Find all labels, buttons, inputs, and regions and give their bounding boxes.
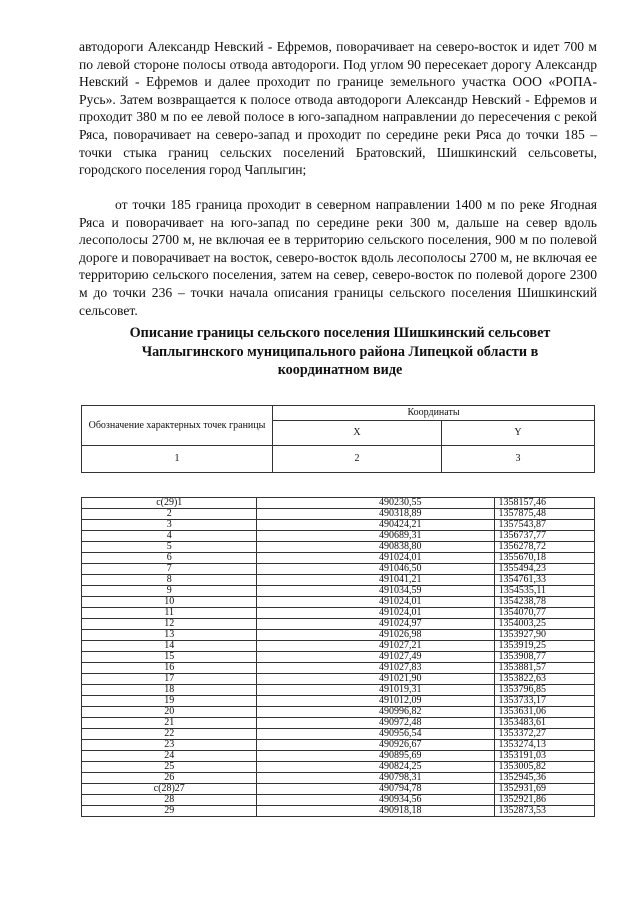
- point-id-cell: 25: [82, 762, 257, 773]
- point-id-cell: 19: [82, 696, 257, 707]
- y-coordinate-cell: 1353274,13: [494, 740, 595, 751]
- table-row: [82, 608, 595, 619]
- x-coordinate-cell: 491027,21: [257, 641, 494, 652]
- x-coordinate-cell: 491034,59: [257, 586, 494, 597]
- body-paragraph-1: автодороги Александр Невский - Ефремов, поворачивает на северо-восток и идет 700 м по левой стороне полосы отвода автодороги. Под углом 90 пересекает дорогу Александр Невский - Ефремов и далее проходит по границе земельного участка ООО «РОПА-Русь». Затем возвращается к полосе отвода автодороги Александр Невский - Ефремов и проходит 380 м по ее левой полосе в юго-западном направлении до пересечения с рекой Ряса, поворачивает на северо-запад и проходит по середине реки Ряса до точки 185 – точки стыка границ сельских поселений Братовский, Шишкинский сельсоветы, городского поселения город Чаплыгин;: [79, 39, 597, 178]
- y-coordinate-cell: 1352945,36: [494, 773, 595, 784]
- point-id-cell: 12: [82, 619, 257, 630]
- x-coordinate-cell: 490996,82: [257, 707, 494, 718]
- point-id-cell: 3: [82, 520, 257, 531]
- point-id-cell: 5: [82, 542, 257, 553]
- heading-line-3: координатном виде: [277, 362, 403, 378]
- x-coordinate-cell: 490926,67: [257, 740, 494, 751]
- x-coordinate-cell: 491012,09: [257, 696, 494, 707]
- x-coordinate-cell: 491046,50: [257, 564, 494, 575]
- body-paragraph-2: от точки 185 граница проходит в северном направлении 1400 м по реке Ягодная Ряса и поворачивает на юго-запад по середине реки 300 м, дальше на север вдоль лесополосы 2700 м, не включая ее в территорию сельского поселения, 900 м по полевой дороге и поворачивает на восток, северо-восток вдоль лесополосы 2700 м, не включая ее территорию сельского поселения, затем на север, северо-восток по полевой дороге 2300 м до точки 236 – точки начала описания границы сельского поселения Шишкинский сельсовет.: [79, 197, 597, 318]
- y-coordinate-cell: 1353483,61: [494, 718, 595, 729]
- table-row: [82, 553, 595, 564]
- point-id-cell: 22: [82, 729, 257, 740]
- x-coordinate-cell: 491021,90: [257, 674, 494, 685]
- point-id-cell: 20: [82, 707, 257, 718]
- x-coordinate-cell: 491024,01: [257, 597, 494, 608]
- table-row: [82, 751, 595, 762]
- y-coordinate-cell: 1353881,57: [494, 663, 595, 674]
- y-coordinate-cell: 1353919,25: [494, 641, 595, 652]
- y-coordinate-cell: 1358157,46: [494, 498, 595, 509]
- x-coordinate-cell: 491024,01: [257, 553, 494, 564]
- point-id-cell: 26: [82, 773, 257, 784]
- coordinates-header-table: [81, 405, 595, 473]
- x-coordinate-cell: 491041,21: [257, 575, 494, 586]
- y-coordinate-cell: 1357543,87: [494, 520, 595, 531]
- y-coordinate-cell: 1356278,72: [494, 542, 595, 553]
- point-id-cell: 11: [82, 608, 257, 619]
- heading-line-2: Чаплыгинского муниципального района Липецкой области в: [141, 343, 539, 360]
- point-id-cell: 23: [82, 740, 257, 751]
- table-row: [82, 663, 595, 674]
- point-id-cell: 14: [82, 641, 257, 652]
- table-row: [82, 773, 595, 784]
- x-coordinate-cell: 491024,01: [257, 608, 494, 619]
- y-coordinate-cell: 1353822,63: [494, 674, 595, 685]
- y-coordinate-cell: 1353191,03: [494, 751, 595, 762]
- table-row: [82, 520, 595, 531]
- x-coordinate-cell: 490838,80: [257, 542, 494, 553]
- y-coordinate-cell: 1354535,11: [494, 586, 595, 597]
- header-coordinates: Координаты: [273, 406, 595, 421]
- point-id-cell: 28: [82, 795, 257, 806]
- point-id-cell: 6: [82, 553, 257, 564]
- x-coordinate-cell: 490824,25: [257, 762, 494, 773]
- y-coordinate-cell: 1353796,85: [494, 685, 595, 696]
- y-coordinate-cell: 1352931,69: [494, 784, 595, 795]
- table-row: [82, 575, 595, 586]
- point-id-cell: с(28)27: [82, 784, 257, 795]
- table-row: [82, 784, 595, 795]
- y-coordinate-cell: 1357875,48: [494, 509, 595, 520]
- x-coordinate-cell: 490318,89: [257, 509, 494, 520]
- table-row: [82, 729, 595, 740]
- point-id-cell: 7: [82, 564, 257, 575]
- table-row: [82, 564, 595, 575]
- x-coordinate-cell: 490798,31: [257, 773, 494, 784]
- header-col-number-2: 2: [273, 446, 442, 473]
- table-row: [82, 531, 595, 542]
- point-id-cell: 29: [82, 806, 257, 817]
- point-id-cell: с(29)1: [82, 498, 257, 509]
- section-heading: [70, 324, 610, 380]
- point-id-cell: 16: [82, 663, 257, 674]
- table-row: [82, 685, 595, 696]
- y-coordinate-cell: 1353908,77: [494, 652, 595, 663]
- table-row: [82, 542, 595, 553]
- table-row: [82, 498, 595, 509]
- heading-line-1: Описание границы сельского поселения Шишкинский сельсовет: [129, 325, 551, 341]
- table-row: [82, 674, 595, 685]
- y-coordinate-cell: 1355670,18: [494, 553, 595, 564]
- x-coordinate-cell: 490794,78: [257, 784, 494, 795]
- y-coordinate-cell: 1354238,78: [494, 597, 595, 608]
- header-y: Y: [442, 421, 595, 446]
- table-row: [82, 696, 595, 707]
- point-id-cell: 10: [82, 597, 257, 608]
- x-coordinate-cell: 491026,98: [257, 630, 494, 641]
- table-row: [82, 740, 595, 751]
- point-id-cell: 8: [82, 575, 257, 586]
- x-coordinate-cell: 490895,69: [257, 751, 494, 762]
- table-row: [82, 806, 595, 817]
- table-row: [82, 586, 595, 597]
- table-row: [82, 707, 595, 718]
- y-coordinate-cell: 1353372,27: [494, 729, 595, 740]
- point-id-cell: 21: [82, 718, 257, 729]
- x-coordinate-cell: 491027,83: [257, 663, 494, 674]
- y-coordinate-cell: 1354003,25: [494, 619, 595, 630]
- coordinates-table: [81, 497, 595, 817]
- x-coordinate-cell: 490424,21: [257, 520, 494, 531]
- table-row: [82, 652, 595, 663]
- x-coordinate-cell: 490934,56: [257, 795, 494, 806]
- x-coordinate-cell: 491019,31: [257, 685, 494, 696]
- y-coordinate-cell: 1354761,33: [494, 575, 595, 586]
- table-row: [82, 762, 595, 773]
- point-id-cell: 15: [82, 652, 257, 663]
- y-coordinate-cell: 1355494,23: [494, 564, 595, 575]
- table-row: [82, 718, 595, 729]
- y-coordinate-cell: 1356737,77: [494, 531, 595, 542]
- y-coordinate-cell: 1353631,06: [494, 707, 595, 718]
- x-coordinate-cell: 490972,48: [257, 718, 494, 729]
- point-id-cell: 9: [82, 586, 257, 597]
- x-coordinate-cell: 490689,31: [257, 531, 494, 542]
- y-coordinate-cell: 1353733,17: [494, 696, 595, 707]
- y-coordinate-cell: 1354070,77: [494, 608, 595, 619]
- table-row: [82, 509, 595, 520]
- table-row: [82, 619, 595, 630]
- table-row: [82, 597, 595, 608]
- x-coordinate-cell: 490230,55: [257, 498, 494, 509]
- point-id-cell: 13: [82, 630, 257, 641]
- point-id-cell: 17: [82, 674, 257, 685]
- x-coordinate-cell: 491027,49: [257, 652, 494, 663]
- table-row: [82, 795, 595, 806]
- point-id-cell: 2: [82, 509, 257, 520]
- point-id-cell: 18: [82, 685, 257, 696]
- point-id-cell: 4: [82, 531, 257, 542]
- table-row: [82, 630, 595, 641]
- point-id-cell: 24: [82, 751, 257, 762]
- x-coordinate-cell: 490918,18: [257, 806, 494, 817]
- y-coordinate-cell: 1352873,53: [494, 806, 595, 817]
- header-point-designation: Обозначение характерных точек границы: [82, 406, 273, 446]
- x-coordinate-cell: 490956,54: [257, 729, 494, 740]
- y-coordinate-cell: 1353927,90: [494, 630, 595, 641]
- header-x: X: [273, 421, 442, 446]
- y-coordinate-cell: 1352921,86: [494, 795, 595, 806]
- header-col-number-3: 3: [442, 446, 595, 473]
- x-coordinate-cell: 491024,97: [257, 619, 494, 630]
- y-coordinate-cell: 1353005,82: [494, 762, 595, 773]
- table-row: [82, 641, 595, 652]
- header-col-number-1: 1: [82, 446, 273, 473]
